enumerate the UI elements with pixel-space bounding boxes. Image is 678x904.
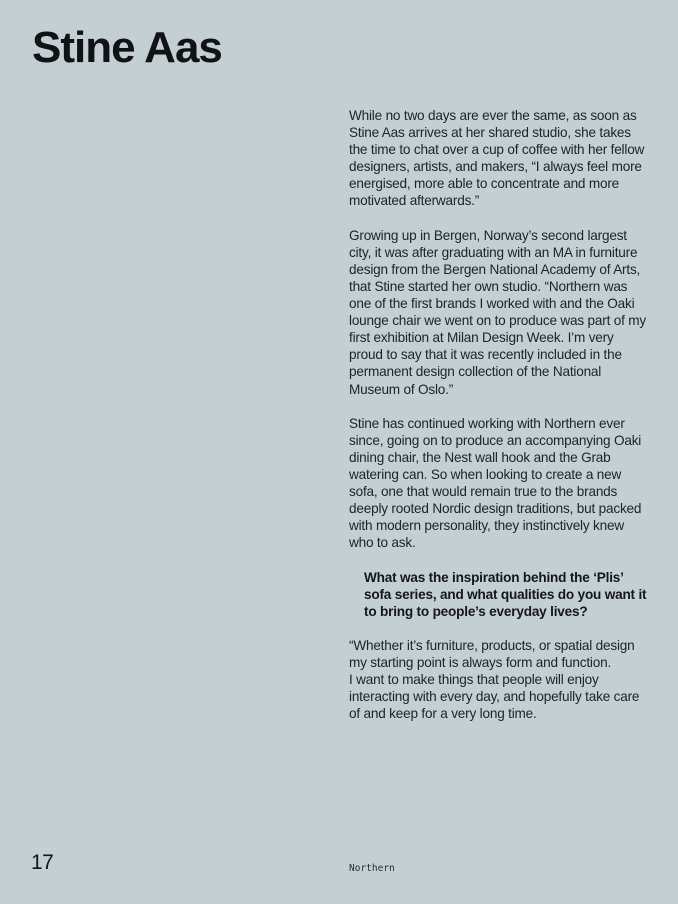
article-body — [349, 107, 649, 739]
interview-question: What was the inspiration behind the ‘Plis’ sofa series, and what qualities do you want it to bring to people’s everyday lives? — [364, 569, 647, 619]
footer-brand: Northern — [349, 863, 395, 874]
interview-answer — [349, 637, 649, 722]
answer-line: “Whether it’s furniture, products, or spatial design my starting point is always form and function. — [349, 637, 635, 670]
article-paragraph: While no two days are ever the same, as soon as Stine Aas arrives at her shared studio, she takes the time to chat over a cup of coffee with her fellow designers, artists, and makers, “I always feel more energised, more able to concentrate and more motivated afterwards.” — [349, 108, 645, 209]
page-title: Stine Aas — [32, 23, 222, 72]
article-paragraph: Growing up in Bergen, Norway’s second largest city, it was after graduating with an MA in furniture design from the Bergen National Academy of Arts, that Stine started her own studio. “Northern was one of the first brands I worked with and the Oaki lounge chair we went on to produce was part of my first exhibition at Milan Design Week. I’m very proud to say that it was recently included in the permanent design collection of the National Museum of Oslo.” — [349, 227, 646, 397]
answer-line: I want to make things that people will enjoy interacting with every day, and hopefully take care of and keep for a very long time. — [349, 672, 640, 722]
article-paragraph: Stine has continued working with Northern ever since, going on to produce an accompanying Oaki dining chair, the Nest wall hook and the Grab watering can. So when looking to create a new sofa, one that would remain true to the brands deeply rooted Nordic design traditions, but packed with modern personality, they instinctively knew who to ask. — [349, 415, 642, 551]
page-number: 17 — [31, 851, 54, 874]
